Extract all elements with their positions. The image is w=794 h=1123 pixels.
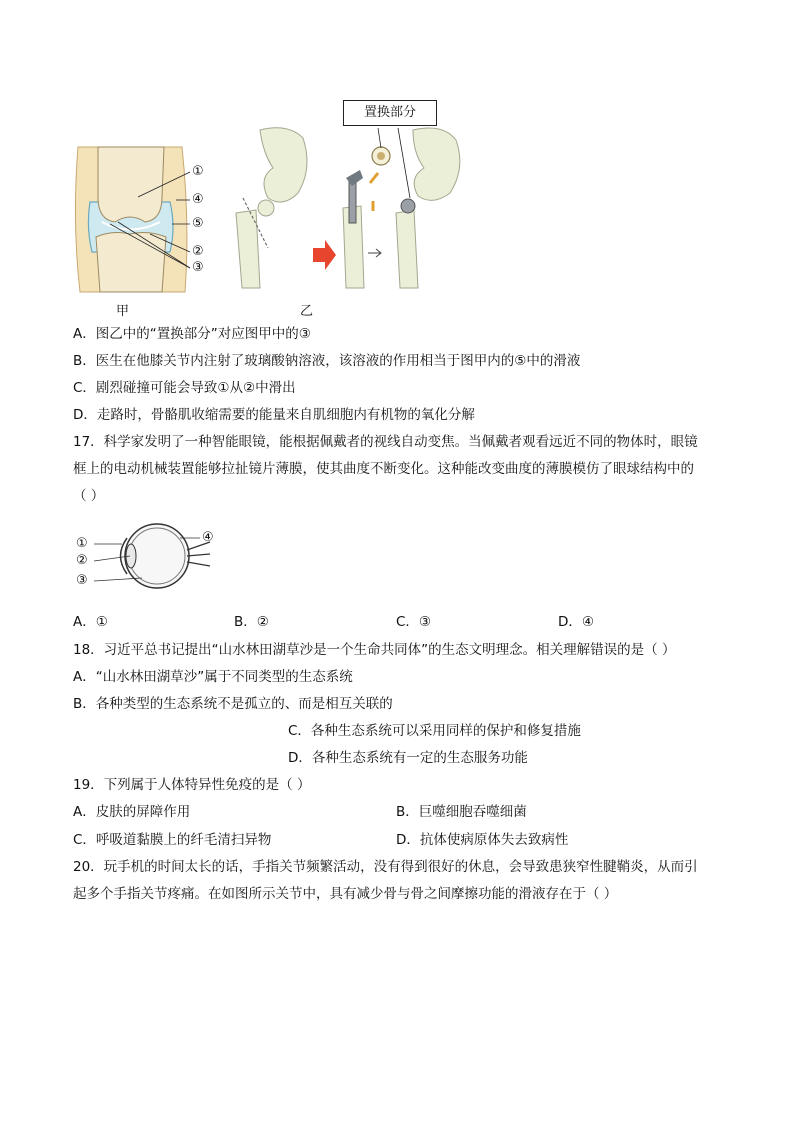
hip-replacement-diagram	[228, 98, 478, 298]
q16-option-d: D．走路时，骨骼肌收缩需要的能量来自肌细胞内有机物的氧化分解	[73, 407, 475, 423]
knee-joint-diagram	[70, 142, 230, 302]
q17-stem-line-1: 17．科学家发明了一种智能眼镜，能根据佩戴者的视线自动变焦。当佩戴者观看远近不同的物体时，眼镜	[73, 434, 698, 450]
q18-option-a: A．“山水林田湖草沙”属于不同类型的生态系统	[73, 669, 353, 685]
q19-option-a: A．皮肤的屏障作用	[73, 804, 191, 820]
figure-caption-yi: 乙	[300, 304, 314, 319]
knee-label-4: ④	[192, 192, 204, 207]
knee-label-1: ①	[192, 164, 204, 179]
q18-option-d: D．各种生态系统有一定的生态服务功能	[288, 750, 528, 766]
q17-option-c: C．③	[396, 614, 432, 630]
q16-option-a: A．图乙中的“置换部分”对应图甲中的③	[73, 326, 311, 342]
q16-option-b: B．医生在他膝关节内注射了玻璃酸钠溶液，该溶液的作用相当于图甲内的⑤中的滑液	[73, 353, 581, 369]
eye-label-2: ②	[76, 553, 88, 568]
knee-label-5: ⑤	[192, 216, 204, 231]
q19-option-c: C．呼吸道黏膜上的纤毛清扫异物	[73, 832, 272, 848]
knee-joint-figure	[70, 142, 230, 302]
q17-option-b: B．②	[234, 614, 269, 630]
replacement-callout-box	[343, 100, 437, 126]
q19-option-d: D．抗体使病原体失去致病性	[396, 832, 569, 848]
q19-stem: 19．下列属于人体特异性免疫的是（ ）	[73, 777, 311, 793]
q19-option-b: B．巨噬细胞吞噬细菌	[396, 804, 527, 820]
knee-label-2: ②	[192, 244, 204, 259]
q18-stem: 18．习近平总书记提出“山水林田湖草沙是一个生命共同体”的生态文明理念。相关理解错误的是（ ）	[73, 642, 676, 658]
eye-label-3: ③	[76, 573, 88, 588]
q18-option-b: B．各种类型的生态系统不是孤立的、而是相互关联的	[73, 696, 393, 712]
eye-figure	[72, 516, 222, 596]
hip-replacement-figure	[228, 98, 478, 298]
eye-label-1: ①	[76, 536, 88, 551]
q20-stem-line-1: 20．玩手机的时间太长的话，手指关节频繁活动，没有得到很好的休息，会导致患狭窄性腱鞘炎，从而引	[73, 859, 698, 875]
replacement-callout-label: 置换部分	[363, 105, 416, 120]
q20-stem-line-2: 起多个手指关节疼痛。在如图所示关节中，具有减少骨与骨之间摩擦功能的滑液存在于（ ）	[73, 886, 618, 902]
q17-option-a: A．①	[73, 614, 108, 630]
knee-label-3: ③	[192, 260, 204, 275]
q17-stem-line-2: 框上的电动机械装置能够拉扯镜片薄膜，使其曲度不断变化。这种能改变曲度的薄膜模仿了眼球结构中的	[73, 461, 694, 477]
q17-stem-line-3: （ ）	[73, 488, 105, 504]
eye-diagram	[72, 516, 222, 596]
figure-caption-jia: 甲	[116, 304, 130, 319]
q17-option-d: D．④	[558, 614, 594, 630]
q16-option-c: C．剧烈碰撞可能会导致①从②中滑出	[73, 380, 296, 396]
q18-option-c: C．各种生态系统可以采用同样的保护和修复措施	[288, 723, 581, 739]
eye-label-4: ④	[202, 530, 214, 545]
